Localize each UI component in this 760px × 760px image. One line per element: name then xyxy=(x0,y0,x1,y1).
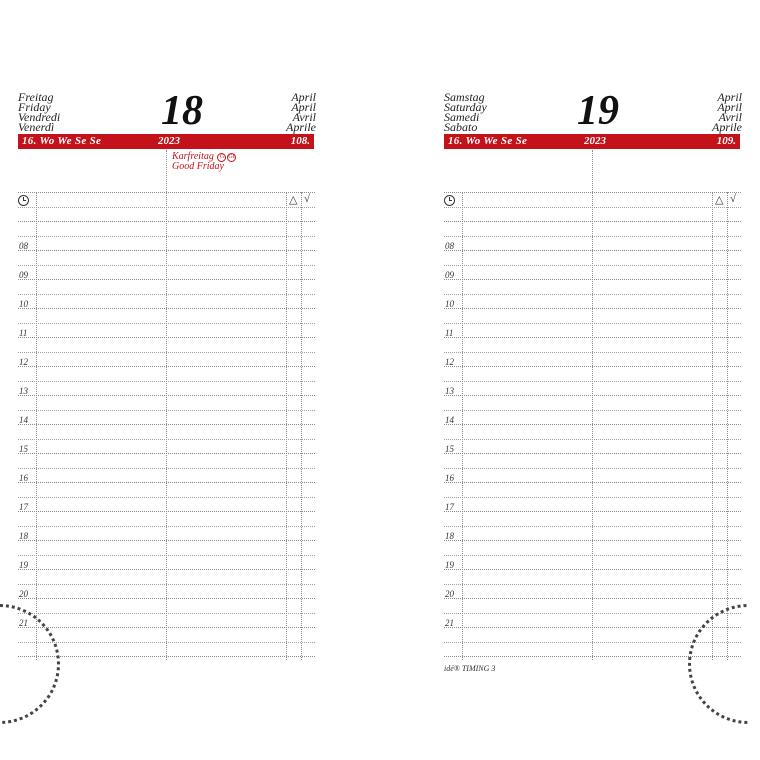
holiday-name-de: Karfreitag xyxy=(172,151,214,162)
hour-label: 17 xyxy=(445,502,454,512)
rule-line xyxy=(444,308,741,309)
hour-label: 11 xyxy=(445,328,454,338)
rule-line xyxy=(18,381,315,382)
month-name-de: April xyxy=(291,90,316,104)
check-icon: √ xyxy=(730,193,737,205)
symbol-column-divider xyxy=(286,192,287,660)
week-label: 16. Wo We Se Se xyxy=(448,135,528,147)
hour-label: 20 xyxy=(19,589,28,599)
rule-line xyxy=(444,207,741,208)
rule-line xyxy=(18,352,315,353)
rule-line xyxy=(444,584,741,585)
rule-line xyxy=(18,439,315,440)
hour-label: 12 xyxy=(19,357,28,367)
rule-line xyxy=(18,366,315,367)
rule-line xyxy=(18,236,315,237)
rule-line xyxy=(444,250,741,251)
hour-label: 10 xyxy=(19,299,28,309)
rule-line xyxy=(18,221,315,222)
triangle-icon: △ xyxy=(715,194,724,206)
rule-line xyxy=(18,598,315,599)
rule-line xyxy=(18,323,315,324)
rule-line xyxy=(444,439,741,440)
hour-label: 08 xyxy=(445,241,454,251)
region-mark-icon: G xyxy=(217,153,226,162)
region-mark-icon: Gb xyxy=(228,154,236,160)
hour-label: 15 xyxy=(19,444,28,454)
rule-line xyxy=(444,279,741,280)
hour-label: 21 xyxy=(445,618,454,628)
week-label: 16. Wo We Se Se xyxy=(22,135,102,147)
rule-line xyxy=(18,279,315,280)
rule-line xyxy=(444,526,741,527)
rule-line xyxy=(444,294,741,295)
rule-line xyxy=(444,192,741,193)
hour-label: 19 xyxy=(445,560,454,570)
hour-label: 20 xyxy=(445,589,454,599)
month-name-fr: Avril xyxy=(718,110,742,124)
hour-label: 16 xyxy=(445,473,454,483)
rule-line xyxy=(18,337,315,338)
rule-line xyxy=(444,323,741,324)
rule-line xyxy=(18,656,315,657)
rule-line xyxy=(444,221,741,222)
rule-line xyxy=(18,569,315,570)
time-column-divider xyxy=(462,192,463,660)
hour-label: 08 xyxy=(19,241,28,251)
rule-line xyxy=(18,265,315,266)
holiday-name-en: Good Friday xyxy=(172,161,224,172)
rule-line xyxy=(18,526,315,527)
hour-label: 11 xyxy=(19,328,28,338)
rule-line xyxy=(18,395,315,396)
clock-icon xyxy=(18,195,29,206)
month-name-it: Aprile xyxy=(712,120,742,134)
hour-label: 14 xyxy=(19,415,28,425)
date-band xyxy=(444,134,740,149)
hour-label: 15 xyxy=(445,444,454,454)
rule-line xyxy=(444,569,741,570)
year-label: 2023 xyxy=(584,135,606,147)
hour-label: 16 xyxy=(19,473,28,483)
hour-label: 09 xyxy=(445,270,454,280)
day-of-year-label: 108. xyxy=(290,135,310,147)
hour-label: 18 xyxy=(19,531,28,541)
day-name-en: Friday xyxy=(18,100,51,114)
rule-line xyxy=(18,482,315,483)
symbol-column-divider xyxy=(712,192,713,660)
rule-line xyxy=(18,294,315,295)
rule-line xyxy=(18,613,315,614)
rule-line xyxy=(444,381,741,382)
check-icon: √ xyxy=(304,193,311,205)
holiday-note xyxy=(172,152,236,172)
rule-line xyxy=(444,366,741,367)
rule-line xyxy=(444,395,741,396)
rule-line xyxy=(444,627,741,628)
rule-line xyxy=(18,308,315,309)
day-name-de: Samstag xyxy=(444,90,485,104)
check-column-divider xyxy=(727,192,728,660)
check-column-divider xyxy=(301,192,302,660)
rule-line xyxy=(18,453,315,454)
time-column-divider xyxy=(36,192,37,660)
day-number: 19 xyxy=(577,88,619,134)
month-name-en: April xyxy=(717,100,742,114)
rule-line xyxy=(444,497,741,498)
rule-line xyxy=(18,207,315,208)
rule-line xyxy=(18,192,315,193)
left-diary-page xyxy=(18,0,318,760)
month-name-fr: Avril xyxy=(292,110,316,124)
day-of-year-label: 109. xyxy=(716,135,736,147)
rule-line xyxy=(18,642,315,643)
year-label: 2023 xyxy=(158,135,180,147)
day-name-fr: Samedi xyxy=(444,110,480,124)
rule-line xyxy=(18,424,315,425)
month-name-de: April xyxy=(717,90,742,104)
rule-line xyxy=(444,236,741,237)
rule-line xyxy=(18,555,315,556)
hour-label: 21 xyxy=(19,618,28,628)
day-name-de: Freitag xyxy=(18,90,54,104)
rule-line xyxy=(18,540,315,541)
rule-line xyxy=(18,410,315,411)
rule-line xyxy=(444,511,741,512)
hour-label: 19 xyxy=(19,560,28,570)
rule-line xyxy=(444,352,741,353)
date-band xyxy=(18,134,314,149)
rule-line xyxy=(444,482,741,483)
rule-line xyxy=(18,497,315,498)
rule-line xyxy=(444,453,741,454)
hour-label: 14 xyxy=(445,415,454,425)
rule-line xyxy=(444,613,741,614)
hour-label: 17 xyxy=(19,502,28,512)
rule-line xyxy=(18,584,315,585)
rule-line xyxy=(18,511,315,512)
rule-line xyxy=(18,468,315,469)
rule-line xyxy=(444,598,741,599)
rule-line xyxy=(444,265,741,266)
day-number: 18 xyxy=(161,88,203,134)
day-name-it: Venerdì xyxy=(18,120,55,134)
hour-label: 13 xyxy=(445,386,454,396)
rule-line xyxy=(18,627,315,628)
rule-line xyxy=(444,424,741,425)
rule-line xyxy=(444,540,741,541)
hour-label: 18 xyxy=(445,531,454,541)
day-name-en: Saturday xyxy=(444,100,487,114)
rule-line xyxy=(444,410,741,411)
hour-label: 13 xyxy=(19,386,28,396)
rule-line xyxy=(18,250,315,251)
hour-label: 10 xyxy=(445,299,454,309)
hour-label: 09 xyxy=(19,270,28,280)
month-name-it: Aprile xyxy=(286,120,316,134)
month-name-en: April xyxy=(291,100,316,114)
rule-line xyxy=(444,337,741,338)
brand-label: idé® TIMING 3 xyxy=(444,664,496,673)
hour-label: 12 xyxy=(445,357,454,367)
triangle-icon: △ xyxy=(289,194,298,206)
day-name-fr: Vendredi xyxy=(18,110,61,124)
clock-icon xyxy=(444,195,455,206)
rule-line xyxy=(444,555,741,556)
rule-line xyxy=(444,468,741,469)
day-name-it: Sabato xyxy=(444,120,478,134)
